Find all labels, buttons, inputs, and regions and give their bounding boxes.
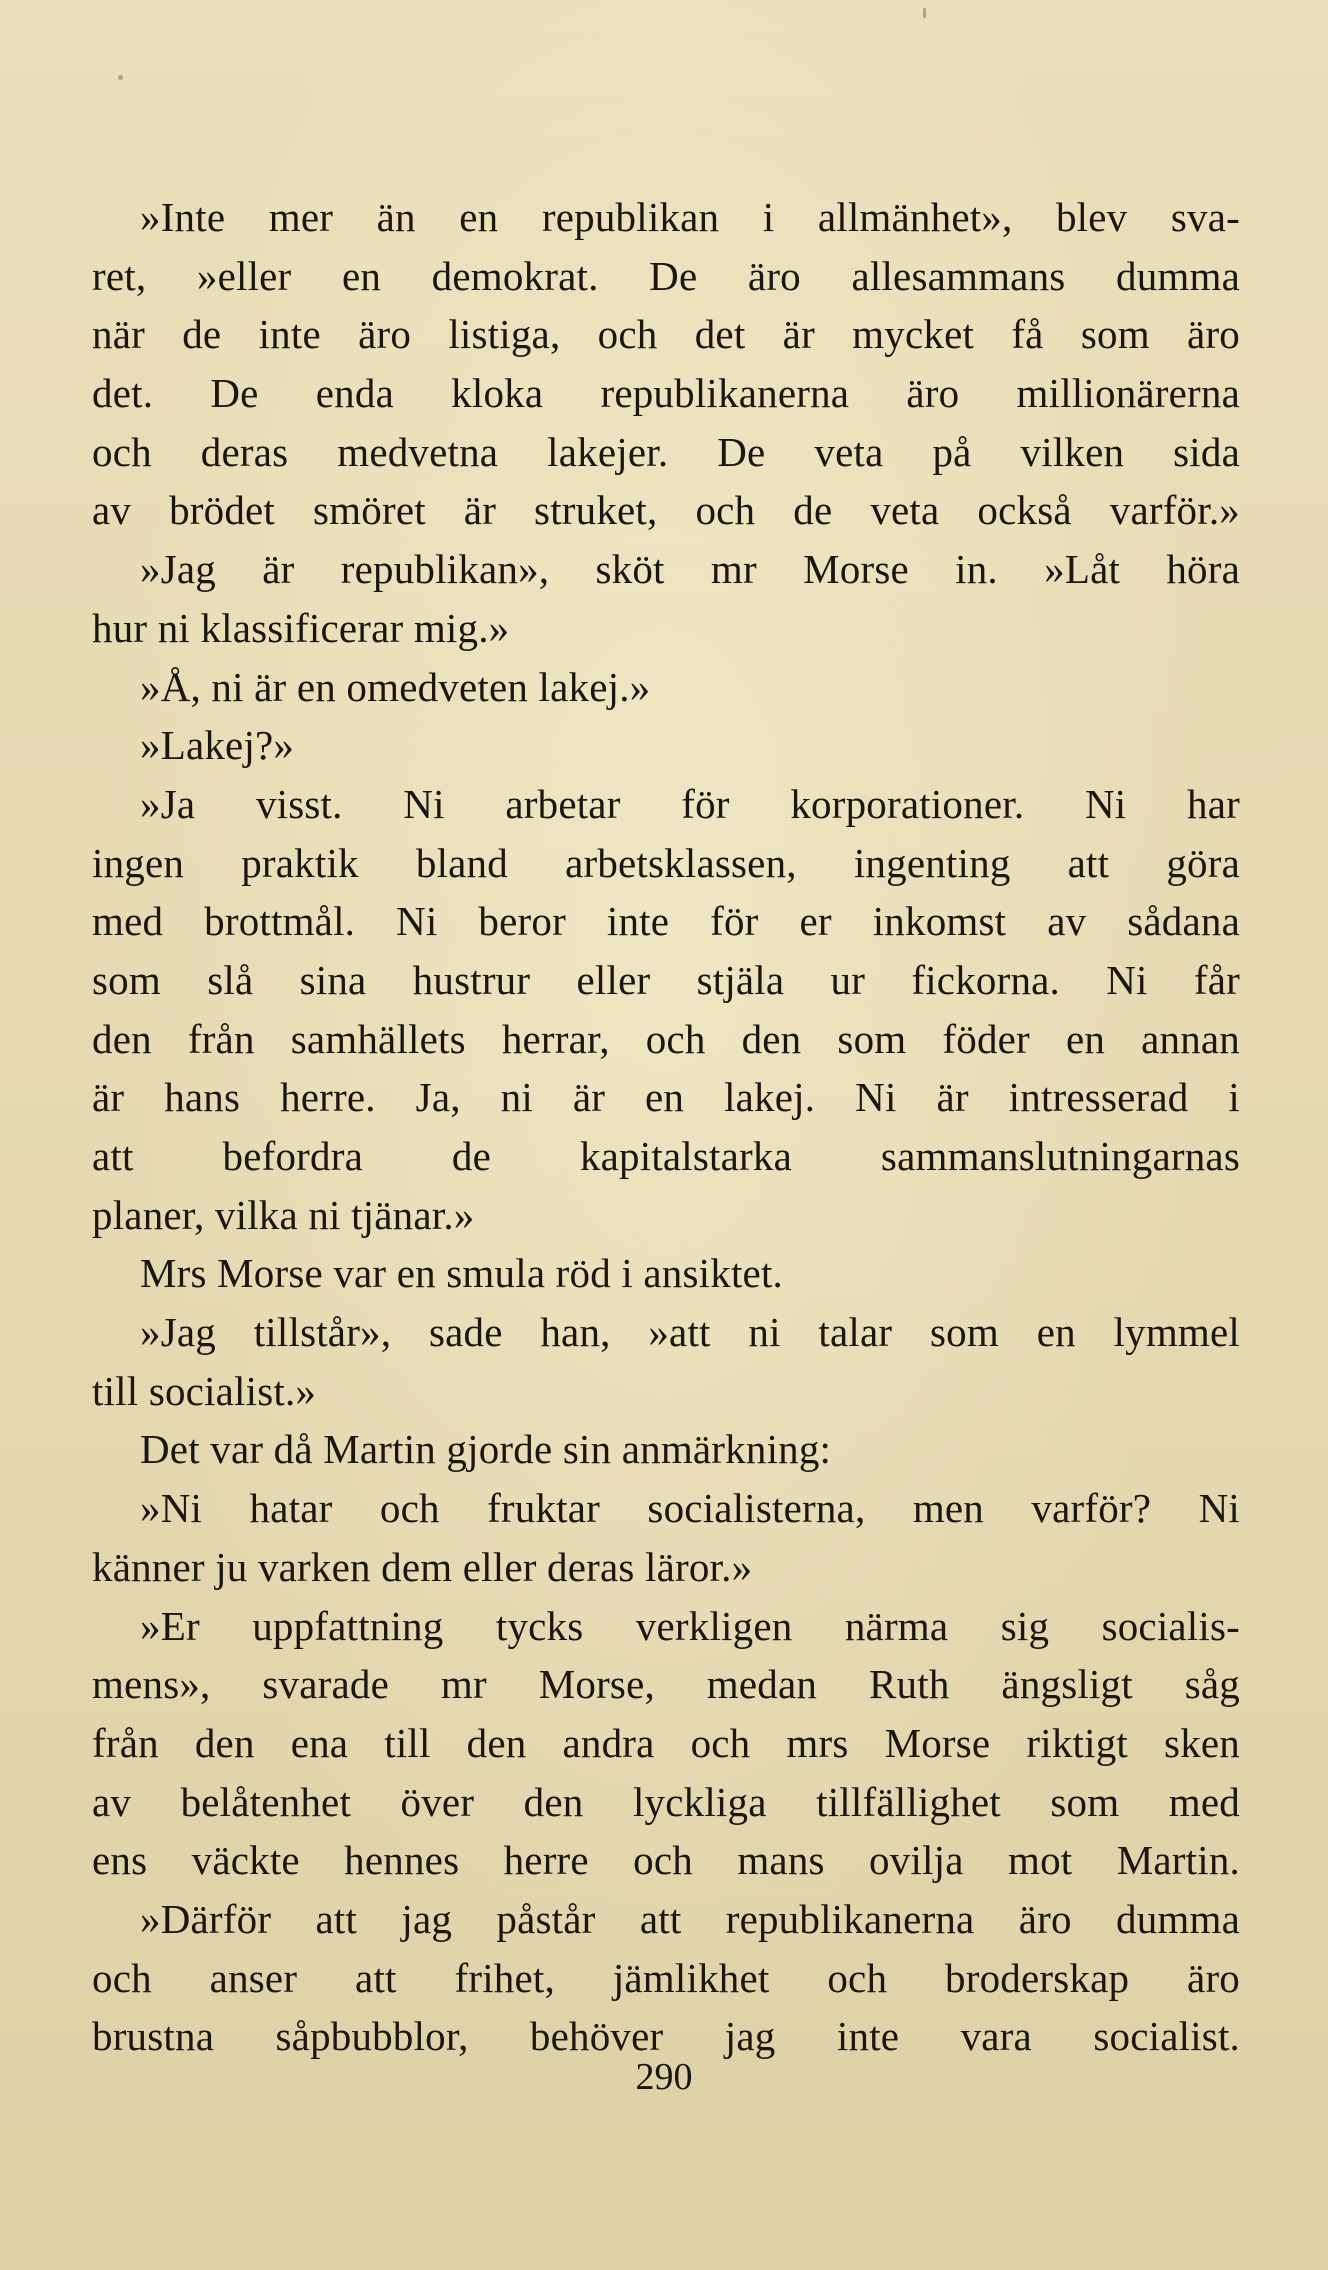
text-line: och deras medvetna lakejer. De veta på vilken sida [92, 428, 1240, 475]
text-line: Det var då Martin gjorde sin anmärkning: [140, 1426, 832, 1473]
text-line: »Lakej?» [140, 722, 295, 769]
text-line: »Jag är republikan», sköt mr Morse in. »Låt höra [140, 546, 1240, 593]
paper-speck [923, 8, 926, 18]
text-line: »Er uppfattning tycks verkligen närma sig socialis- [140, 1602, 1240, 1649]
page-number: 290 [635, 2056, 693, 2098]
text-line: ens väckte hennes herre och mans ovilja mot Martin. [92, 1837, 1240, 1884]
text-line: av brödet smöret är struket, och de veta också varför.» [92, 487, 1240, 534]
text-line: »Ni hatar och fruktar socialisterna, men varför? Ni [140, 1485, 1240, 1532]
text-line: brustna såpbubblor, behöver jag inte vara socialist. [92, 2013, 1240, 2060]
text-line: det. De enda kloka republikanerna äro millionärerna [92, 370, 1240, 417]
text-line: »Därför att jag påstår att republikanerna äro dumma [140, 1895, 1240, 1942]
text-line: »Inte mer än en republikan i allmänhet», blev sva- [140, 194, 1240, 240]
paper-speck [118, 75, 123, 80]
text-line: planer, vilka ni tjänar.» [92, 1191, 475, 1238]
text-line: den från samhällets herrar, och den som föder en annan [92, 1015, 1240, 1062]
text-line: mens», svarade mr Morse, medan Ruth ängsligt såg [92, 1661, 1240, 1708]
text-line: känner ju varken dem eller deras läror.» [92, 1543, 753, 1590]
text-line: är hans herre. Ja, ni är en lakej. Ni är intresserad i [92, 1074, 1240, 1121]
text-line: med brottmål. Ni beror inte för er inkomst av sådana [92, 898, 1240, 945]
body-text [92, 188, 1240, 2066]
text-line: Mrs Morse var en smula röd i ansiktet. [140, 1250, 783, 1297]
text-line: när de inte äro listiga, och det är mycket få som äro [92, 311, 1240, 358]
text-line: som slå sina hustrur eller stjäla ur fickorna. Ni får [92, 956, 1240, 1003]
text-line: ingen praktik bland arbetsklassen, ingenting att göra [92, 839, 1240, 886]
text-line: ret, »eller en demokrat. De äro allesammans dumma [92, 252, 1240, 299]
text-line: och anser att frihet, jämlikhet och broderskap äro [92, 1954, 1240, 2001]
text-line: till socialist.» [92, 1367, 317, 1414]
text-line: »Ja visst. Ni arbetar för korporationer. Ni har [140, 780, 1240, 827]
text-line: från den ena till den andra och mrs Morse riktigt sken [92, 1719, 1240, 1766]
text-line: »Å, ni är en omedveten lakej.» [140, 663, 651, 710]
text-line: av belåtenhet över den lyckliga tillfällighet som med [92, 1778, 1240, 1825]
text-line: att befordra de kapitalstarka sammanslutningarnas [92, 1133, 1240, 1179]
text-line: »Jag tillstår», sade han, »att ni talar som en lymmel [140, 1309, 1240, 1356]
text-line: hur ni klassificerar mig.» [92, 604, 510, 651]
